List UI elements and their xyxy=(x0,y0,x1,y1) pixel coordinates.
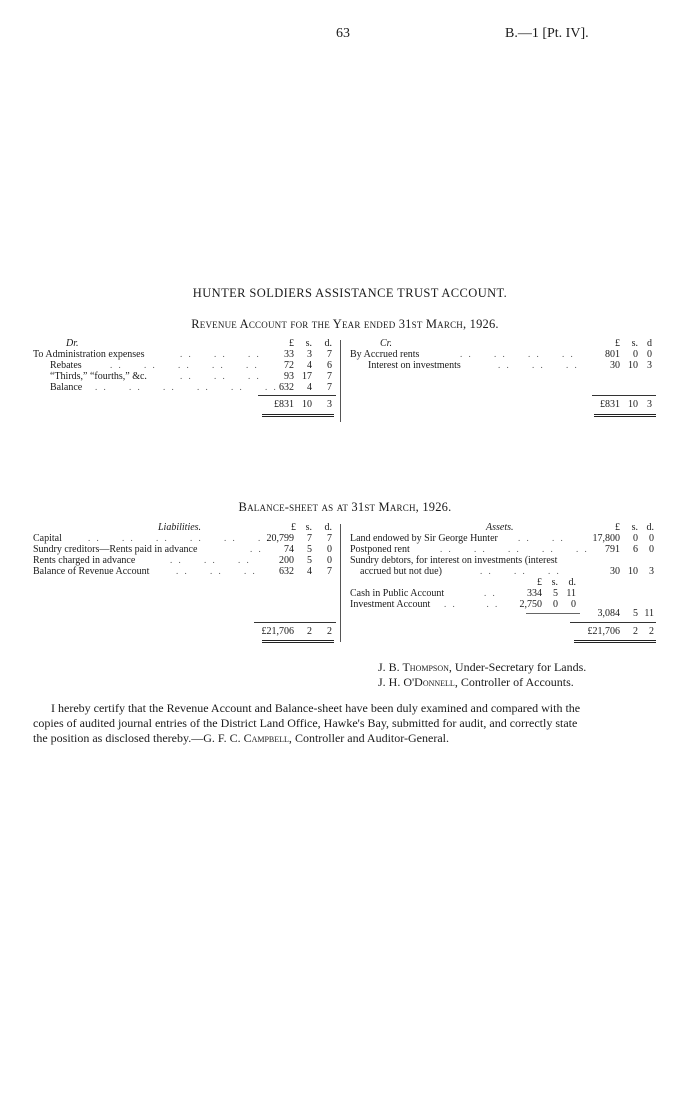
asset-row-shillings: 6 xyxy=(633,544,638,555)
certification-line-2: copies of audited journal entries of the District Land Office, Hawke's Bay, submitted for audit, and correctly state xyxy=(33,716,578,730)
dr-row-shillings: 17 xyxy=(302,371,312,382)
liab-total-shillings: 2 xyxy=(307,626,312,637)
double-rule xyxy=(262,414,334,417)
dr-row-label: Rebates xyxy=(50,360,82,371)
asset-row-pence: 0 xyxy=(649,533,654,544)
balance-sheet-heading: Balance-sheet as at 31st March, 1926. xyxy=(238,500,452,514)
asset-row-pence: 3 xyxy=(649,566,654,577)
dr-pounds-header: £ xyxy=(289,338,294,349)
cr-row-shillings: 10 xyxy=(628,360,638,371)
asset-row-pounds: 30 xyxy=(610,566,620,577)
cr-total-shillings: 10 xyxy=(628,399,638,410)
leader-dots: . . . . . . xyxy=(180,349,261,359)
liab-total-pounds: £21,706 xyxy=(261,626,294,637)
liab-row-label: Balance of Revenue Account xyxy=(33,566,150,577)
sub-row-pounds: 334 xyxy=(527,588,542,599)
leader-dots: . . . . . . xyxy=(480,566,561,576)
leader-dots: . . . . xyxy=(444,599,500,609)
liab-row-label: Capital xyxy=(33,533,62,544)
signatory-role: Controller of Accounts. xyxy=(460,675,574,689)
asset-total-pence: 2 xyxy=(649,626,654,637)
asset-row-label: Sundry debtors, for interest on investments (interest xyxy=(350,555,558,566)
cr-row-shillings: 0 xyxy=(633,349,638,360)
total-rule xyxy=(258,395,336,396)
column-divider xyxy=(340,340,341,422)
cr-pounds-header: £ xyxy=(615,338,620,349)
dr-row-pence: 7 xyxy=(327,349,332,360)
sub-row-shillings: 0 xyxy=(553,599,558,610)
leader-dots: . . . . . . . . . . . . xyxy=(88,533,271,543)
dr-row-pounds: 72 xyxy=(284,360,294,371)
sub-row-label: Investment Account xyxy=(350,599,431,610)
liab-row-pence: 7 xyxy=(327,566,332,577)
total-rule xyxy=(592,395,656,396)
liab-row-label: Rents charged in advance xyxy=(33,555,136,566)
signatory-name: J. H. O'Donnell, xyxy=(378,675,458,689)
liab-row-shillings: 7 xyxy=(307,533,312,544)
dr-row-label: Balance xyxy=(50,382,83,393)
leader-dots: . . xyxy=(250,544,263,554)
dr-row-shillings: 4 xyxy=(307,382,312,393)
asset-row-label: accrued but not due) xyxy=(360,566,442,577)
liab-row-pounds: 632 xyxy=(279,566,294,577)
cr-shillings-header: s. xyxy=(631,338,638,349)
double-rule xyxy=(574,640,656,643)
total-rule xyxy=(570,622,656,623)
liab-pounds-header: £ xyxy=(291,522,296,533)
double-rule xyxy=(262,640,334,643)
leader-dots: . . . . . . xyxy=(176,566,257,576)
dr-pence-header: d. xyxy=(324,338,332,349)
sub-pence-header: d. xyxy=(568,577,576,588)
sub-row-pence: 0 xyxy=(571,599,576,610)
document-reference: B.—1 [Pt. IV]. xyxy=(505,26,589,41)
asset-row-pounds: 791 xyxy=(605,544,620,555)
liab-row-pence: 0 xyxy=(327,555,332,566)
account-title: HUNTER SOLDIERS ASSISTANCE TRUST ACCOUNT. xyxy=(192,286,508,300)
asset-total-pounds: £21,706 xyxy=(587,626,620,637)
signatory-name: J. B. Thompson, xyxy=(378,660,452,674)
dr-total-pence: 3 xyxy=(327,399,332,410)
assets-label: Assets. xyxy=(486,522,514,533)
subtotal-rule xyxy=(526,613,580,614)
dr-row-pounds: 93 xyxy=(284,371,294,382)
dr-row-pounds: 33 xyxy=(284,349,294,360)
cr-row-label: By Accrued rents xyxy=(350,349,420,360)
asset-shillings-header: s. xyxy=(631,522,638,533)
certification-line-3 xyxy=(33,731,449,746)
total-rule xyxy=(254,622,336,623)
page-number: 63 xyxy=(336,26,350,41)
dr-total-shillings: 10 xyxy=(302,399,312,410)
liab-row-shillings: 4 xyxy=(307,566,312,577)
dr-row-pence: 7 xyxy=(327,382,332,393)
column-divider xyxy=(340,524,341,642)
cr-total-pence: 3 xyxy=(647,399,652,410)
leader-dots: . . . . xyxy=(518,533,565,543)
cr-row-label: Interest on investments xyxy=(368,360,461,371)
signatory-role: Under-Secretary for Lands. xyxy=(454,660,587,674)
dr-row-pounds: 632 xyxy=(279,382,294,393)
cr-row-pounds: 801 xyxy=(605,349,620,360)
sub-total-pounds: 3,084 xyxy=(597,608,620,619)
asset-row-pence: 0 xyxy=(649,544,654,555)
asset-row-shillings: 10 xyxy=(628,566,638,577)
liab-row-shillings: 5 xyxy=(307,555,312,566)
liab-row-pence: 0 xyxy=(327,544,332,555)
sub-row-shillings: 5 xyxy=(553,588,558,599)
sub-shillings-header: s. xyxy=(551,577,558,588)
liab-shillings-header: s. xyxy=(305,522,312,533)
leader-dots: . . . . . . xyxy=(180,371,261,381)
dr-row-label: To Administration expenses xyxy=(33,349,145,360)
cr-total-pounds: £831 xyxy=(600,399,620,410)
asset-total-shillings: 2 xyxy=(633,626,638,637)
asset-row-label: Land endowed by Sir George Hunter xyxy=(350,533,498,544)
leader-dots: . . . . . . . . . . . . xyxy=(95,382,278,392)
sub-total-shillings: 5 xyxy=(633,608,638,619)
liab-row-pounds: 20,799 xyxy=(266,533,294,544)
revenue-account-heading: Revenue Account for the Year ended 31st March, 1926. xyxy=(191,317,499,331)
certification-lead: the position as disclosed thereby.— xyxy=(33,731,204,745)
liab-row-pounds: 200 xyxy=(279,555,294,566)
liab-row-label: Sundry creditors—Rents paid in advance xyxy=(33,544,198,555)
double-rule xyxy=(594,414,656,417)
auditor-title: Controller and Auditor-General. xyxy=(294,731,449,745)
leader-dots: . . . . . . xyxy=(498,360,579,370)
sub-row-pounds: 2,750 xyxy=(519,599,542,610)
dr-shillings-header: s. xyxy=(305,338,312,349)
sub-row-pence: 11 xyxy=(566,588,576,599)
cr-row-pounds: 30 xyxy=(610,360,620,371)
cr-label: Cr. xyxy=(380,338,392,349)
signature-odonnell xyxy=(378,675,574,690)
liab-row-pence: 7 xyxy=(327,533,332,544)
sub-row-label: Cash in Public Account xyxy=(350,588,445,599)
sub-total-pence: 11 xyxy=(644,608,654,619)
asset-row-pounds: 17,800 xyxy=(592,533,620,544)
liab-row-shillings: 5 xyxy=(307,544,312,555)
dr-row-pence: 6 xyxy=(327,360,332,371)
asset-pounds-header: £ xyxy=(615,522,620,533)
liabilities-label: Liabilities. xyxy=(158,522,202,533)
leader-dots: . . . . . . . . xyxy=(460,349,575,359)
cr-pence-header: d xyxy=(647,338,652,349)
leader-dots: . . . . . . xyxy=(170,555,251,565)
asset-row-label: Postponed rent xyxy=(350,544,410,555)
leader-dots: . . . . . . . . . . xyxy=(440,544,589,554)
dr-total-pounds: £831 xyxy=(274,399,294,410)
certification-line-1: I hereby certify that the Revenue Account and Balance-sheet have been duly examined and compared with the xyxy=(51,701,581,715)
leader-dots: . . xyxy=(484,588,497,598)
leader-dots: . . . . . . . . . . xyxy=(110,360,259,370)
cr-row-pence: 3 xyxy=(647,360,652,371)
cr-row-pence: 0 xyxy=(647,349,652,360)
dr-row-label: “Thirds,” “fourths,” &c. xyxy=(50,371,147,382)
asset-row-shillings: 0 xyxy=(633,533,638,544)
dr-row-pence: 7 xyxy=(327,371,332,382)
dr-row-shillings: 3 xyxy=(307,349,312,360)
signature-thompson xyxy=(378,660,586,675)
liab-total-pence: 2 xyxy=(327,626,332,637)
dr-row-shillings: 4 xyxy=(307,360,312,371)
liab-row-pounds: 74 xyxy=(284,544,294,555)
asset-pence-header: d. xyxy=(646,522,654,533)
liab-pence-header: d. xyxy=(324,522,332,533)
auditor-name: G. F. C. Campbell, xyxy=(203,731,292,745)
sub-pounds-header: £ xyxy=(537,577,542,588)
dr-label: Dr. xyxy=(66,338,79,349)
